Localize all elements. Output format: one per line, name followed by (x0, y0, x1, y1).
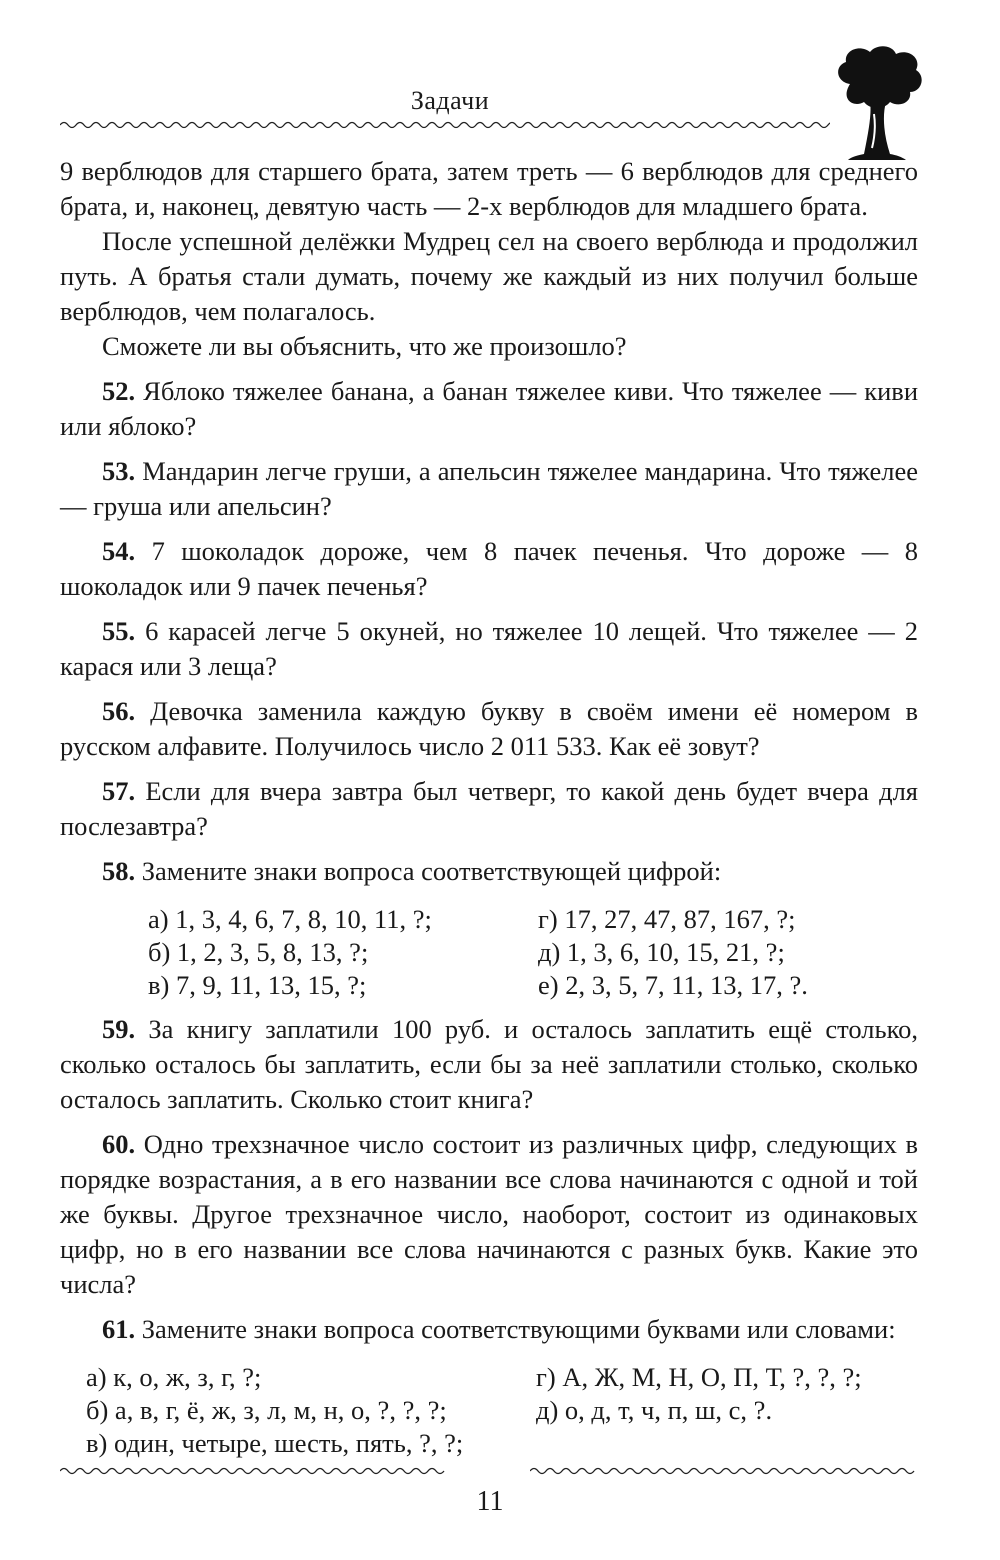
problem-number: 59. (102, 1014, 136, 1044)
problem-54 (60, 534, 918, 604)
problem-number: 55. (102, 616, 136, 646)
problem-text: 7 шоколадок дороже, чем 8 пачек печенья. Что дороже — 8 шоколадок или 9 пачек печенья? (60, 536, 919, 601)
sequence-item: в) один, четыре, шесть, пять, ?, ?; (86, 1428, 464, 1458)
page-number: 11 (476, 1486, 504, 1517)
page-body (60, 154, 918, 1468)
sequence-item: е) 2, 3, 5, 7, 11, 13, 17, ?. (538, 970, 808, 1000)
problem-number: 52. (102, 376, 136, 406)
header-wavy-rule (60, 118, 830, 132)
problem-59 (60, 1012, 918, 1117)
problem-53 (60, 454, 918, 524)
problem-61 (60, 1312, 918, 1347)
problem-number: 53. (102, 456, 136, 486)
problem-text: Мандарин легче груши, а апельсин тяжелее мандарина. Что тяжелее — груша или апельсин? (60, 456, 919, 521)
sequence-item: б) а, в, г, ё, ж, з, л, м, н, о, ?, ?, ?; (86, 1395, 447, 1425)
sequence-item: б) 1, 2, 3, 5, 8, 13, ?; (148, 937, 369, 967)
sequence-item: г) 17, 27, 47, 87, 167, ?; (538, 904, 796, 934)
problem-58 (60, 854, 918, 889)
problem-number: 58. (102, 856, 136, 886)
sequence-item: д) о, д, т, ч, п, ш, с, ?. (536, 1395, 773, 1425)
paragraph: Сможете ли вы объяснить, что же произошло? (102, 331, 627, 361)
problem-57 (60, 774, 918, 844)
paragraph: После успешной делёжки Мудрец сел на своего верблюда и продолжил путь. А братья стали думать, почему же каждый из них получил больше верблюдов, чем полагалось. (60, 226, 918, 326)
problem-text: Замените знаки вопроса соответствующими буквами или словами: (141, 1314, 896, 1344)
problem-text: Яблоко тяжелее банана, а банан тяжелее киви. Что тяжелее — киви или яблоко? (60, 376, 918, 441)
problem-text: За книгу заплатили 100 руб. и осталось заплатить ещё столько, сколько осталось бы заплатить, если бы за неё заплатили столько, сколько осталось заплатить. Сколько стоит книга? (60, 1014, 919, 1114)
problem-number: 60. (102, 1129, 136, 1159)
problem-56 (60, 694, 918, 764)
problem-52 (60, 374, 918, 444)
footer-wavy-rule-right (530, 1464, 920, 1478)
running-header-title: Задачи (410, 86, 490, 115)
problem-58-sequences (60, 903, 918, 1002)
problem-61-sequences (60, 1361, 918, 1460)
sequence-item: д) 1, 3, 6, 10, 15, 21, ?; (538, 937, 785, 967)
footer-wavy-rule-left (60, 1464, 450, 1478)
problem-text: 6 карасей легче 5 окуней, но тяжелее 10 лещей. Что тяжелее — 2 карася или 3 леща? (60, 616, 918, 681)
sequence-item: в) 7, 9, 11, 13, 15, ?; (148, 970, 367, 1000)
sequence-item: а) 1, 3, 4, 6, 7, 8, 10, 11, ?; (148, 904, 432, 934)
paragraph: 9 верблюдов для старшего брата, затем треть — 6 верблюдов для среднего брата, и, наконец, девятую часть — 2-х верблюдов для младшего брата. (60, 156, 918, 221)
sequence-item: г) А, Ж, М, Н, О, П, Т, ?, ?, ?; (536, 1362, 862, 1392)
sequence-item: а) к, о, ж, з, г, ?; (86, 1362, 262, 1392)
problem-60 (60, 1127, 918, 1302)
problem-text: Если для вчера завтра был четверг, то какой день будет вчера для послезавтра? (60, 776, 919, 841)
problem-text: Замените знаки вопроса соответствующей цифрой: (141, 856, 722, 886)
problem-text: Девочка заменила каждую букву в своём имени её номером в русском алфавите. Получилось число 2 011 533. Как её зовут? (60, 696, 918, 761)
problem-text: Одно трехзначное число состоит из различных цифр, следующих в порядке возрастания, а в его названии все слова начинаются с одной и той же буквы. Другое трехзначное число, наоборот, состоит из одинаковых цифр, но в его названии все слова начинаются с разных букв. Какие это числа? (60, 1129, 919, 1299)
problem-number: 54. (102, 536, 136, 566)
problem-number: 61. (102, 1314, 136, 1344)
tree-icon (830, 44, 926, 162)
problem-number: 56. (102, 696, 136, 726)
problem-number: 57. (102, 776, 136, 806)
problem-55 (60, 614, 918, 684)
